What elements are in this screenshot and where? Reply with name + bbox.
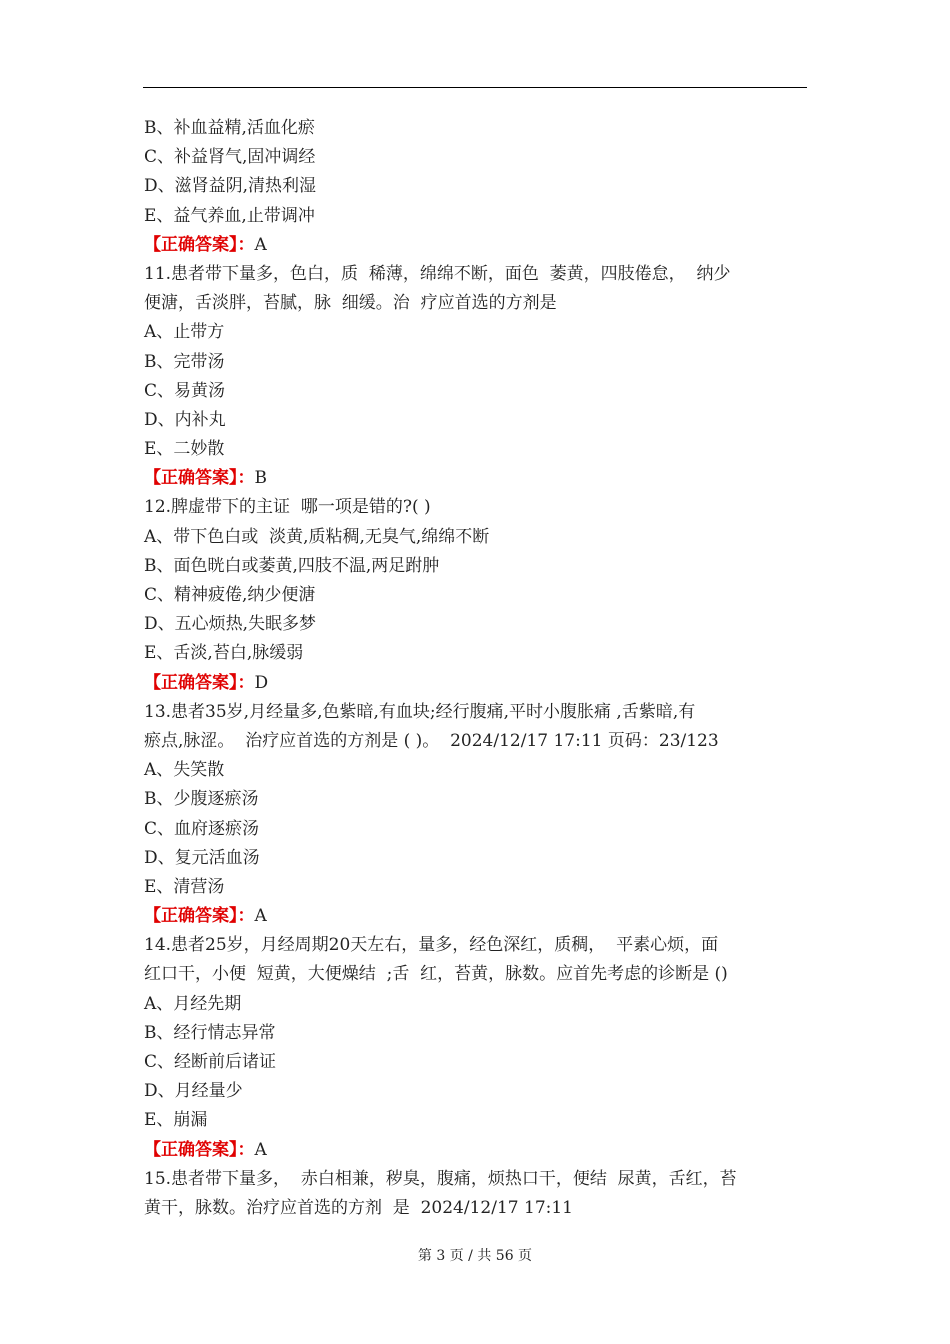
option-line: D、月经量少 — [144, 1081, 243, 1102]
text-line: E、益气养血,止带调冲 — [144, 205, 315, 226]
answer-label: 【正确答案】： — [144, 672, 255, 693]
option-line: E、清营汤 — [144, 876, 225, 897]
question-line: 13.患者35岁,月经量多,色紫暗,有血块;经行腹痛,平时小腹胀痛 ,舌紫暗,有 — [144, 701, 696, 722]
answer-line — [144, 464, 808, 493]
question-line: 黄干，脉数。治疗应首选的方剂 是 2024/12/17 17:11 — [144, 1197, 573, 1218]
answer-line — [144, 1136, 808, 1165]
option-line: D、五心烦热,失眠多梦 — [144, 614, 317, 635]
answer-value: A — [254, 1139, 267, 1160]
option-line: B、面色晄白或萎黄,四肢不温,两足跗肿 — [144, 555, 440, 576]
text-line: C、补益肾气,固冲调经 — [144, 147, 316, 168]
answer-value: B — [254, 468, 267, 489]
answer-value: D — [254, 672, 269, 693]
text-line: B、补血益精,活血化瘀 — [144, 118, 315, 138]
question-line: 12.脾虚带下的主证 哪一项是错的?( ) — [144, 497, 431, 518]
option-line: A、月经先期 — [144, 993, 242, 1014]
answer-line — [144, 231, 808, 260]
option-line: B、经行情志异常 — [144, 1022, 276, 1043]
answer-value: A — [254, 234, 267, 255]
option-line: B、完带汤 — [144, 351, 225, 372]
option-line: E、二妙散 — [144, 439, 225, 460]
answer-line — [144, 902, 808, 931]
option-line: C、经断前后诸证 — [144, 1052, 277, 1072]
page-content — [144, 114, 808, 1223]
page-footer: 第 3 页 / 共 56 页 — [417, 1248, 533, 1264]
header-rule — [143, 87, 807, 88]
option-line: A、带下色白或 淡黄,质粘稠,无臭气,绵绵不断 — [144, 526, 490, 547]
text-line: D、滋肾益阴,清热利湿 — [144, 176, 317, 197]
option-line: A、止带方 — [144, 322, 225, 343]
option-line: C、血府逐瘀汤 — [144, 818, 260, 839]
option-line: B、少腹逐瘀汤 — [144, 789, 259, 810]
answer-value: A — [254, 906, 267, 927]
answer-label: 【正确答案】： — [144, 906, 255, 927]
question-line: 15.患者带下量多， 赤白相兼，秽臭，腹痛，烦热口干，便结 尿黄，舌红，苔 — [144, 1168, 737, 1189]
option-line: E、舌淡,苔白,脉缓弱 — [144, 643, 304, 664]
option-line: D、复元活血汤 — [144, 847, 260, 868]
question-line: 红口干，小便 短黄，大便燥结 ;舌 红，苔黄，脉数。应首先考虑的诊断是 () — [144, 964, 728, 985]
option-line: E、崩漏 — [144, 1110, 208, 1131]
question-line: 瘀点,脉涩。 治疗应首选的方剂是 ( )。 2024/12/17 17:11 页码：23/123 — [144, 730, 719, 751]
question-line: 11.患者带下量多，色白，质 稀薄，绵绵不断，面色 萎黄，四肢倦怠， 纳少 — [144, 263, 731, 284]
answer-label: 【正确答案】： — [144, 468, 255, 489]
answer-label: 【正确答案】： — [144, 1139, 255, 1160]
question-line: 14.患者25岁，月经周期20天左右，量多，经色深红，质稠， 平素心烦，面 — [144, 935, 719, 956]
option-line: C、易黄汤 — [144, 380, 226, 401]
option-line: D、内补丸 — [144, 409, 226, 430]
answer-line — [144, 669, 808, 698]
question-line: 便溏，舌淡胖，苔腻，脉 细缓。治 疗应首选的方剂是 — [144, 293, 557, 314]
answer-label: 【正确答案】： — [144, 234, 255, 255]
option-line: A、失笑散 — [144, 760, 225, 781]
option-line: C、精神疲倦,纳少便溏 — [144, 585, 316, 605]
